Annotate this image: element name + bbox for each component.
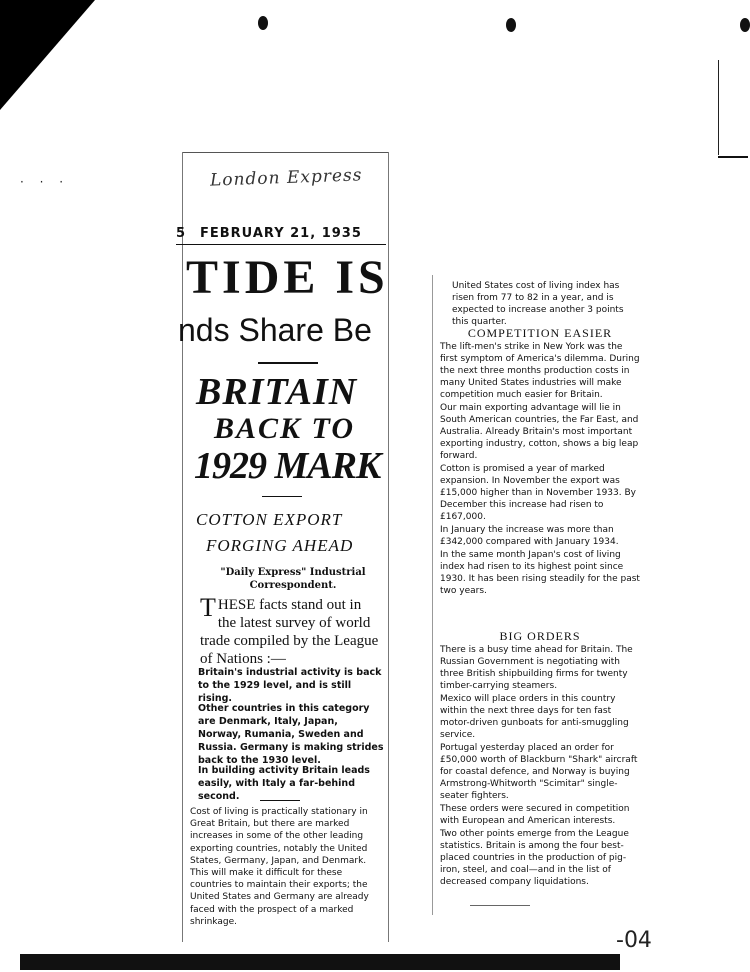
bold-paragraph: Britain's industrial activity is back to the 1929 level, and is still rising.: [198, 667, 382, 704]
headline-divider: [258, 362, 318, 364]
bold-paragraph: Other countries in this category are Denmark, Italy, Japan, Norway, Rumania, Sweden and Russia. Germany is making strides back to the 1930 level.: [198, 703, 384, 766]
body-paragraph: Cost of living is practically stationary in Great Britain, but there are marked increases in some of the other leading exporting countries, notably the United States, Germany, Japan, and Denmark. This will make it difficult for these countries to maintain their exports; the United States and Germany are already faced with the prospect of a marked shrinkage.: [190, 807, 369, 927]
hole-punch-mark: [258, 16, 268, 30]
body-paragraph: There is a busy time ahead for Britain. The Russian Government is negotiating with three British shipbuilding firms for twenty timber-carrying steamers.: [440, 645, 633, 691]
newspaper-masthead-handwritten: London Express: [209, 165, 363, 191]
body-paragraph: Mexico will place orders in this country within the next three days for ten fast motor-driven gunboats for anti-smuggling service.: [440, 694, 629, 740]
date-prefix: 5: [176, 226, 186, 241]
lead-text: HESE facts stand out in the latest survey of world trade compiled by the League of Nations :—: [200, 597, 379, 667]
scan-edge-line: [718, 156, 748, 158]
body-paragraph: The lift-men's strike in New York was the first symptom of America's dilemma. During the next three months production costs in many United States industries will make competition much easier for Britain.: [440, 342, 640, 400]
headline-line-4: BACK TO: [214, 412, 355, 445]
body-paragraph: United States cost of living index has risen from 77 to 82 in a year, and is expected to increase another 3 points this quarter.: [452, 281, 624, 327]
paragraph-divider: [260, 800, 300, 801]
body-paragraph: Cotton is promised a year of marked expansion. In November the export was £15,000 higher than in November 1933. By December this increase had risen to £167,000.: [440, 464, 636, 522]
page-number: -04: [616, 928, 652, 953]
bold-paragraph: In building activity Britain leads easily, with Italy a far-behind second.: [198, 765, 370, 802]
clipping-left-edge: [182, 152, 183, 942]
hole-punch-mark: [740, 18, 750, 32]
lead-paragraph: [200, 593, 382, 668]
body-paragraph: Two other points emerge from the League statistics. Britain is among the four best-placed countries in the production of pig-iron, steel, and coal—and in the list of decreased company liquidations.: [440, 829, 629, 887]
body-paragraph: Portugal yesterday placed an order for £50,000 worth of Blackburn "Shark" aircraft for coastal defence, and Norway is buying Armstrong-Whitworth "Scimitar" single-seater fighters.: [440, 743, 638, 801]
headline-line-5: 1929 MARK: [194, 445, 381, 487]
byline: "Daily Express" Industrial Correspondent.: [220, 567, 366, 591]
headline-line-3: BRITAIN: [196, 371, 358, 413]
scan-specks: · · ·: [20, 175, 70, 189]
dateline: FEBRUARY 21, 1935: [200, 226, 362, 241]
headline-line-2: nds Share Be: [178, 312, 372, 348]
scan-corner-shadow: [0, 0, 95, 110]
subhead-divider: [262, 496, 302, 497]
dateline-rule: [176, 244, 386, 245]
section-heading: COMPETITION EASIER: [467, 326, 613, 340]
section-body: [440, 341, 640, 598]
body-paragraph: Our main exporting advantage will lie in South American countries, the Far East, and Australia. Already Britain's most important exporting industry, cotton, shows a big leap forward.: [440, 403, 639, 461]
headline-line-1: TIDE IS: [186, 251, 389, 304]
section-body: [440, 644, 640, 889]
body-paragraph: In January the increase was more than £342,000 compared with January 1934.: [440, 525, 619, 547]
subhead-line-2: FORGING AHEAD: [206, 536, 354, 555]
subhead-line-1: COTTON EXPORT: [196, 510, 343, 529]
section-heading: BIG ORDERS: [499, 629, 581, 643]
right-column-edge: [432, 275, 433, 915]
clipping-top-edge: [182, 152, 388, 153]
page-bottom-bar: [20, 954, 620, 970]
body-paragraph: In the same month Japan's cost of living index had risen to its highest point since 1930. It has been rising steadily for the past two years.: [440, 550, 640, 596]
scan-edge-line: [718, 60, 719, 155]
hole-punch-mark: [506, 18, 516, 32]
column-end-rule: [470, 905, 530, 906]
body-paragraph: These orders were secured in competition with European and American interests.: [440, 804, 630, 826]
drop-cap: T: [200, 593, 216, 622]
